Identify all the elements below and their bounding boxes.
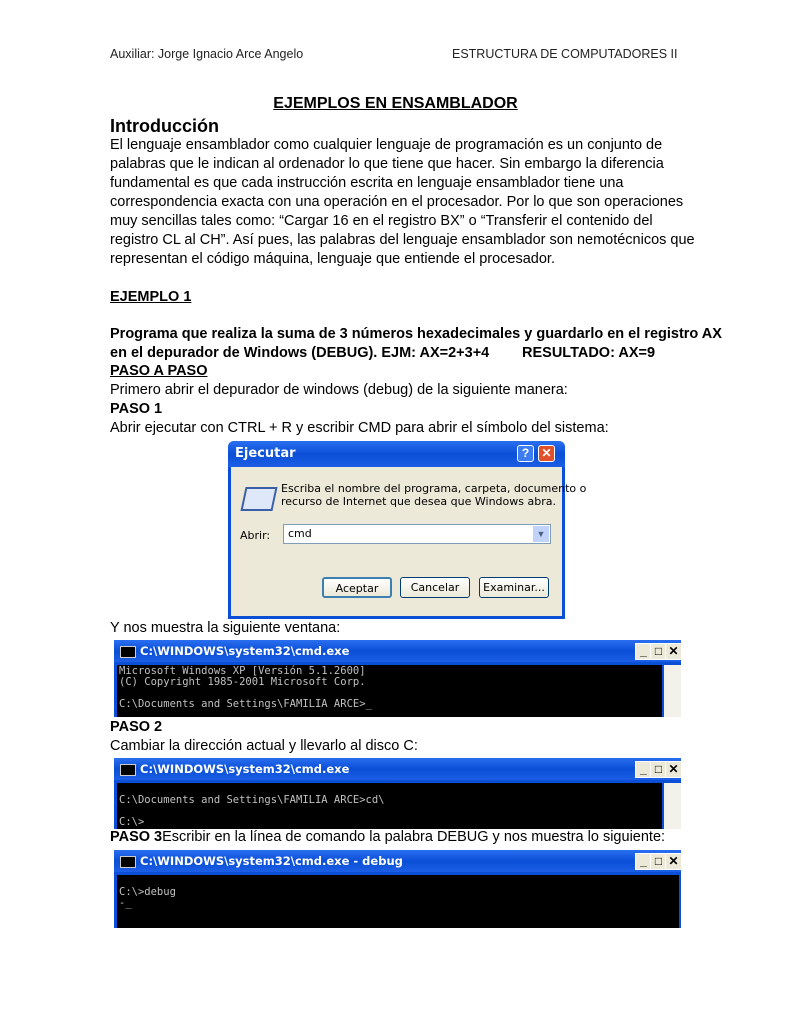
close-button[interactable]: ✕ [665,643,682,660]
maximize-button[interactable]: □ [650,643,667,660]
maximize-button[interactable]: □ [650,853,667,870]
example-desc: en el depurador de Windows (DEBUG). EJM: AX=2+3+4 [110,345,490,361]
paso3-heading: PASO 3 [110,829,163,845]
maximize-button[interactable]: □ [650,761,667,778]
cmd-title: C:\WINDOWS\system32\cmd.exe [140,762,350,776]
run-dialog-body [231,467,587,616]
paso1-text: Abrir ejecutar con CTRL + R y escribir CMD para abrir el símbolo del sistema: [110,420,609,436]
cmd-title: C:\WINDOWS\system32\cmd.exe [140,644,350,658]
console-output: C:\Documents and Settings\FAMILIA ARCE>cd\ C:\> [117,783,662,829]
cmd-window [114,758,681,829]
intro-line: registro CL al CH”. Así pues, las palabras del lenguaje ensamblador son nemotécnicos que [110,232,695,248]
browse-button[interactable]: Examinar... [479,577,549,598]
close-button[interactable]: ✕ [665,761,682,778]
run-program-icon [240,487,277,511]
close-button[interactable]: ✕ [665,853,682,870]
scrollbar[interactable] [664,783,681,829]
paso-a-paso: PASO A PASO [110,363,208,379]
minimize-button[interactable]: _ [635,761,652,778]
paso1-heading: PASO 1 [110,401,163,417]
run-dialog [228,441,587,619]
cmd-window [114,640,681,717]
cmd-icon [120,646,136,658]
intro-line: El lenguaje ensamblador como cualquier lenguaje de programación es un conjunto de [110,137,663,153]
open-input-value: cmd [288,527,312,540]
cmd-title: C:\WINDOWS\system32\cmd.exe - debug [140,854,403,868]
close-button[interactable]: ✕ [538,445,555,462]
cancel-button[interactable]: Cancelar [400,577,470,598]
intro-heading: Introducción [110,116,219,136]
paso3-text: Escribir en la línea de comando la palabra DEBUG y nos muestra lo siguiente: [162,829,666,845]
console-output: Microsoft Windows XP [Versión 5.1.2600] (C) Copyright 1985-2001 Microsoft Corp. C:\Documents and Settings\FAMILIA ARCE>_ [117,665,662,717]
intro-line: muy sencillas tales como: “Cargar 16 en el registro BX” o “Transferir el contenido del [110,213,653,229]
help-button[interactable]: ? [517,445,534,462]
chevron-down-icon[interactable]: ▼ [533,526,549,542]
example-result: RESULTADO: AX=9 [522,345,656,361]
minimize-button[interactable]: _ [635,643,652,660]
run-message: Escriba el nombre del programa, carpeta, documento o [281,482,587,495]
cmd-titlebar [114,850,681,872]
cmd-icon [120,856,136,868]
header-left: Auxiliar: Jorge Ignacio Arce Angelo [110,47,304,61]
paso2-text: Cambiar la dirección actual y llevarlo al disco C: [110,738,418,754]
example-desc: Programa que realiza la suma de 3 números hexadecimales y guardarlo en el registro AX [110,326,722,342]
cmd-window [114,850,681,928]
page-title: EJEMPLOS EN ENSAMBLADOR [273,95,518,112]
minimize-button[interactable]: _ [635,853,652,870]
intro-line: correspondencia exacta con una operación en el procesador. Por lo que son operaciones [110,194,684,210]
intro-line: Primero abrir el depurador de windows (debug) de la siguiente manera: [110,382,568,398]
scrollbar[interactable] [664,665,681,717]
open-combobox[interactable] [283,524,551,544]
cmd-titlebar [114,640,681,662]
paso2-heading: PASO 2 [110,719,163,735]
run-message: recurso de Internet que desea que Windows abra. [281,495,556,508]
header-right: ESTRUCTURA DE COMPUTADORES II [452,47,678,61]
ok-button[interactable]: Aceptar [322,577,392,598]
intro-line: representan el código máquina, lenguaje que entiende el procesador. [110,251,555,267]
cmd-icon [120,764,136,776]
after-dialog-text: Y nos muestra la siguiente ventana: [110,620,341,636]
run-dialog-titlebar [228,441,565,467]
example-heading: EJEMPLO 1 [110,289,192,305]
open-label: Abrir: [240,529,271,542]
cmd-titlebar [114,758,681,780]
intro-line: fundamental es que cada instrucción escrita en lenguaje ensamblador tiene una [110,175,624,191]
console-output: C:\>debug -_ [117,875,679,928]
run-dialog-title: Ejecutar [235,446,296,461]
paso3-line [110,828,665,847]
intro-line: palabras que le indican al ordenador lo que tiene que hacer. Sin embargo la diferencia [110,156,664,172]
